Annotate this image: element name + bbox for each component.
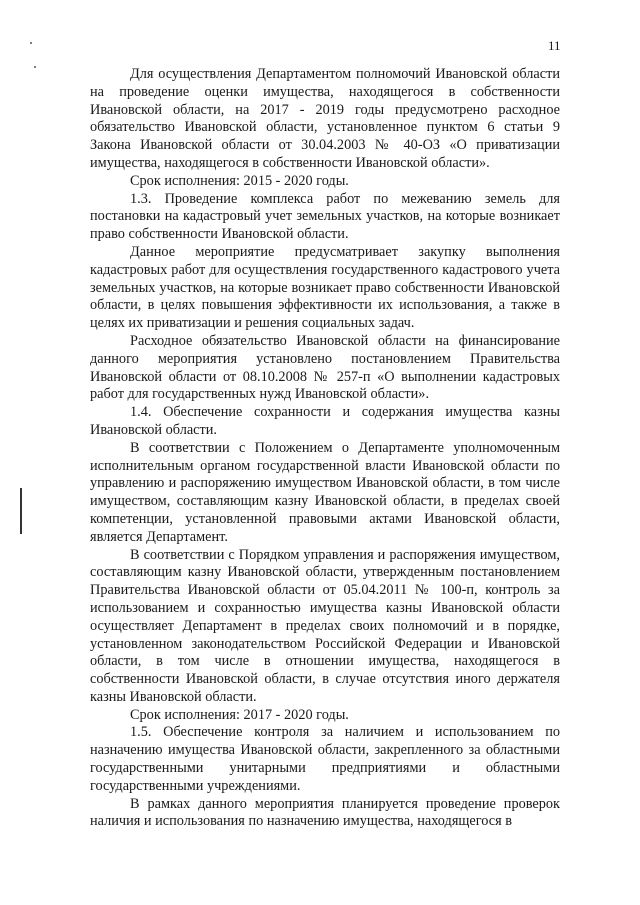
paragraph: В соответствии с Положением о Департаменте уполномоченным исполнительным органом государственной власти Ивановской области по управлению и распоряжению имуществом Ивановской области, в том числе имуществом, составляющим казну Ивановской области, в пределах своей компетенции, установленной правовыми актами Ивановской области, является Департамент. [90,439,560,545]
section-heading: 1.5. Обеспечение контроля за наличием и использованием по назначению имущества Ивановской области, закрепленного за областными государственными унитарными предприятиями и областными государственными учреждениями. [90,724,560,794]
paragraph: Срок исполнения: 2015 - 2020 годы. [130,172,349,189]
paragraph: Данное мероприятие предусматривает закупку выполнения кадастровых работ для осуществления государственного кадастрового учета земельных участков, на которые возникает право собственности Ивановской области, в целях повышения эффективности их использования, а также в целях их приватизации и решения социальных задач. [90,243,560,332]
section-heading: 1.3. Проведение комплекса работ по межеванию земель для постановки на кадастровый учет земельных участков, на которые возникает право собственности Ивановской области. [90,190,560,243]
paragraph: В соответствии с Порядком управления и распоряжения имуществом, составляющим казну Ивановской области, утвержденным постановлением Правительства Ивановской области от 05.04.2011 № 100-п, контроль за использованием и сохранностью имущества казны Ивановской области осуществляет Департамент в пределах своих полномочий и в порядке, установленном законодательством Российской Федерации и Ивановской области, в том числе в отношении имущества, находящегося в собственности Ивановской области, в случае отсутствия иного держателя казны Ивановской области. [90,546,560,705]
scan-speck [34,66,36,68]
section-heading: 1.4. Обеспечение сохранности и содержания имущества казны Ивановской области. [90,404,560,438]
page-number: 11 [548,38,561,53]
document-body [90,66,560,831]
scan-margin-line [20,488,22,534]
paragraph: Для осуществления Департаментом полномочий Ивановской области на проведение оценки имущества, находящегося в собственности Ивановской области, на 2017 - 2019 годы предусмотрено расходное обязательство Ивановской области, установленное пунктом 6 статьи 9 Закона Ивановской области от 30.04.2003 № 40-ОЗ «О приватизации имущества, находящегося в собственности Ивановской области». [90,66,560,171]
paragraph: Расходное обязательство Ивановской области на финансирование данного мероприятия установлено постановлением Правительства Ивановской области от 08.10.2008 № 257-п «О выполнении кадастровых работ для государственных нужд Ивановской области». [90,332,560,403]
paragraph: Срок исполнения: 2017 - 2020 годы. [130,706,349,723]
paragraph: В рамках данного мероприятия планируется проведение проверок наличия и использования по назначению имущества, находящегося в [90,795,560,830]
scan-speck [30,42,32,44]
